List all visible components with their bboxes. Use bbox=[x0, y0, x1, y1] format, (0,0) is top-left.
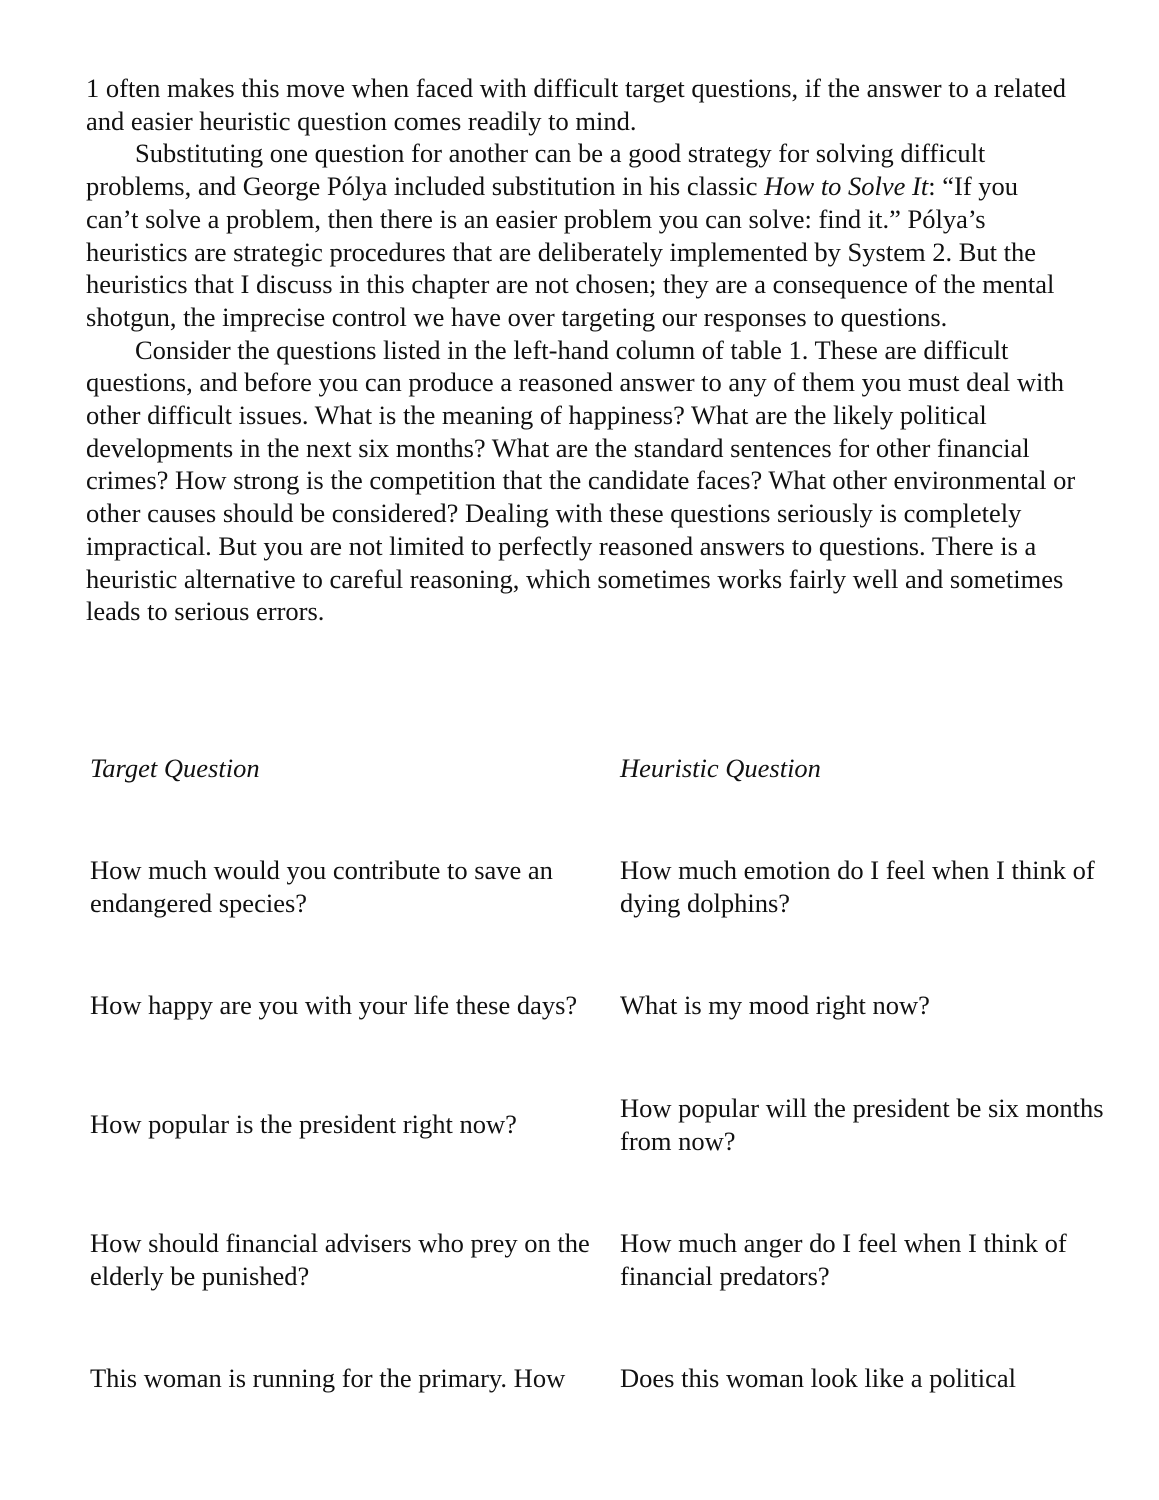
table-row-3-heuristic: How popular will the president be six months from now? bbox=[620, 1093, 1104, 1156]
table-row-1-target: How much would you contribute to save an endangered species? bbox=[90, 855, 553, 918]
body-text bbox=[86, 72, 1076, 628]
table-row-4-heuristic: How much anger do I feel when I think of financial predators? bbox=[620, 1228, 1067, 1291]
table-row-5-heuristic: Does this woman look like a political bbox=[620, 1363, 1016, 1393]
table-header-target: Target Question bbox=[90, 753, 260, 783]
paragraph-2-after: : “If you can’t solve a problem, then there is an easier problem you can solve: find it.” Pólya’s heuristics are strategic procedures that are deliberately implemented by System 2. But the heuristics that I discuss in this chapter are not chosen; they are a consequence of the mental shotgun, the imprecise control we have over targeting our responses to questions. bbox=[86, 171, 1055, 332]
table-row-2-heuristic: What is my mood right now? bbox=[620, 990, 930, 1020]
paragraph-2-before: Substituting one question for another can be a good strategy for solving difficult problems, and George Pólya included substitution in his classic bbox=[86, 138, 986, 202]
paragraph-2 bbox=[86, 137, 1076, 333]
paragraph-1: 1 often makes this move when faced with difficult target questions, if the answer to a related and easier heuristic question comes readily to mind. bbox=[86, 73, 1066, 136]
table-row-1-heuristic: How much emotion do I feel when I think of dying dolphins? bbox=[620, 855, 1095, 918]
book-title: How to Solve It bbox=[764, 171, 929, 202]
table-row-3-target: How popular is the president right now? bbox=[90, 1109, 517, 1139]
table-row-5-target: This woman is running for the primary. How bbox=[90, 1363, 566, 1393]
table-header-heuristic: Heuristic Question bbox=[620, 753, 821, 783]
paragraph-3: Consider the questions listed in the left-hand column of table 1. These are difficult questions, and before you can produce a reasoned answer to any of them you must deal with other difficult issues. What is the meaning of happiness? What are the likely political developments in the next six months? What are the standard sentences for other financial crimes? How strong is the competition that the candidate faces? What other environmental or other causes should be considered? Dealing with these questions seriously is completely impractical. But you are not limited to perfectly reasoned answers to questions. There is a heuristic alternative to careful reasoning, which sometimes works fairly well and sometimes leads to serious errors. bbox=[86, 334, 1076, 627]
table-row-2-target: How happy are you with your life these days? bbox=[90, 990, 578, 1020]
table-row-4-target: How should financial advisers who prey on the elderly be punished? bbox=[90, 1228, 590, 1291]
